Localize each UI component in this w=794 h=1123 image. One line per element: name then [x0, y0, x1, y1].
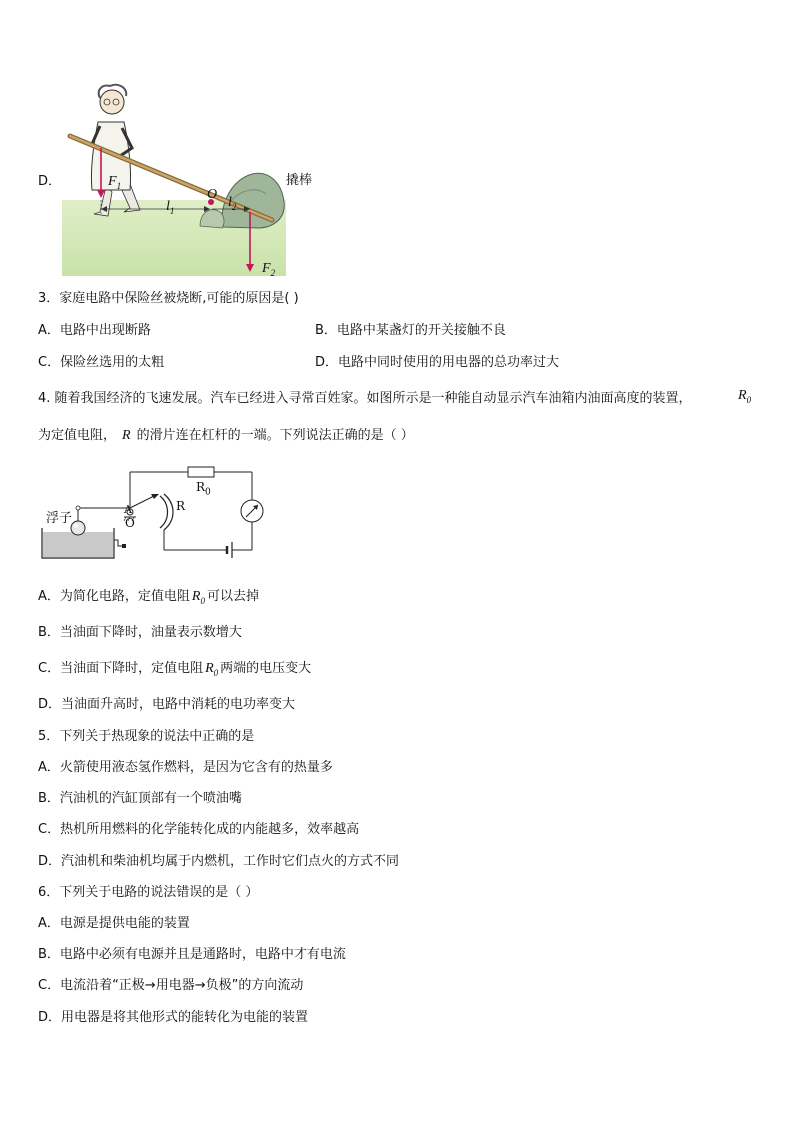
- circuit-r-label: R: [176, 499, 186, 513]
- q3-stem: 3．家庭电路中保险丝被烧断,可能的原因是( ): [38, 291, 299, 306]
- q2-option-d-tool: 撬棒: [286, 173, 313, 188]
- q6-option-c: C．电流沿着“正极→用电器→负极”的方向流动: [38, 978, 304, 993]
- lever-l1-label: $l_1$: [166, 199, 175, 216]
- q3-option-c: C．保险丝选用的太粗: [38, 355, 165, 370]
- q4-option-c: C．当油面下降时，定值电阻 $R_0$ 两端的电压变大: [38, 661, 312, 678]
- float-label: 浮子: [46, 511, 73, 526]
- circuit-r0-label: $R_0$: [196, 480, 211, 498]
- q5-option-d: D．汽油机和柴油机均属于内燃机，工作时它们点火的方式不同: [38, 854, 400, 869]
- q5-stem: 5．下列关于热现象的说法中正确的是: [38, 729, 255, 744]
- q4-stem-line2: 为定值电阻， R 的滑片连在杠杆的一端。下列说法正确的是（ ）: [38, 428, 414, 443]
- q5-option-c: C．热机所用燃料的化学能转化成的内能越多，效率越高: [38, 822, 360, 837]
- q4-option-a: A．为简化电路，定值电阻 $R_0$ 可以去掉: [38, 589, 259, 606]
- q2-option-d-label: D．: [38, 174, 62, 189]
- q6-option-d: D．用电器是将其他形式的能转化为电能的装置: [38, 1010, 309, 1025]
- fuel-gauge-circuit: [38, 462, 278, 562]
- q6-option-b: B．电路中必须有电源并且是通路时，电路中才有电流: [38, 947, 346, 962]
- circuit-a-label: A: [124, 503, 132, 516]
- lever-o-label: O: [207, 187, 218, 202]
- q4-stem-line1: 4. 随着我国经济的飞速发展。汽车已经进入寻常百姓家。如图所示是一种能自动显示汽车油箱内油面高度的装置，: [38, 391, 692, 406]
- q6-option-a: A．电源是提供电能的装置: [38, 916, 190, 931]
- lever-f1-label: $F_1$: [108, 174, 122, 191]
- q3-option-a: A．电路中出现断路: [38, 323, 151, 338]
- q3-option-b: B．电路中某盏灯的开关接触不良: [315, 323, 506, 338]
- q6-stem: 6．下列关于电路的说法错误的是（ ）: [38, 885, 259, 900]
- q3-option-d: D．电路中同时使用的用电器的总功率过大: [315, 355, 560, 370]
- q4-option-d: D．当油面升高时，电路中消耗的电功率变大: [38, 697, 296, 712]
- q5-option-b: B．汽油机的汽缸顶部有一个喷油嘴: [38, 791, 242, 806]
- q5-option-a: A．火箭使用液态氢作燃料，是因为它含有的热量多: [38, 760, 333, 775]
- lever-figure: [60, 82, 290, 282]
- lever-f2-label: $F_2$: [262, 261, 276, 278]
- lever-l2-label: $l_2$: [228, 195, 237, 212]
- q4-r0-symbol: $R_0$: [738, 388, 752, 405]
- q4-option-b: B．当油面下降时，油量表示数增大: [38, 625, 242, 640]
- circuit-o-label: O: [125, 516, 135, 530]
